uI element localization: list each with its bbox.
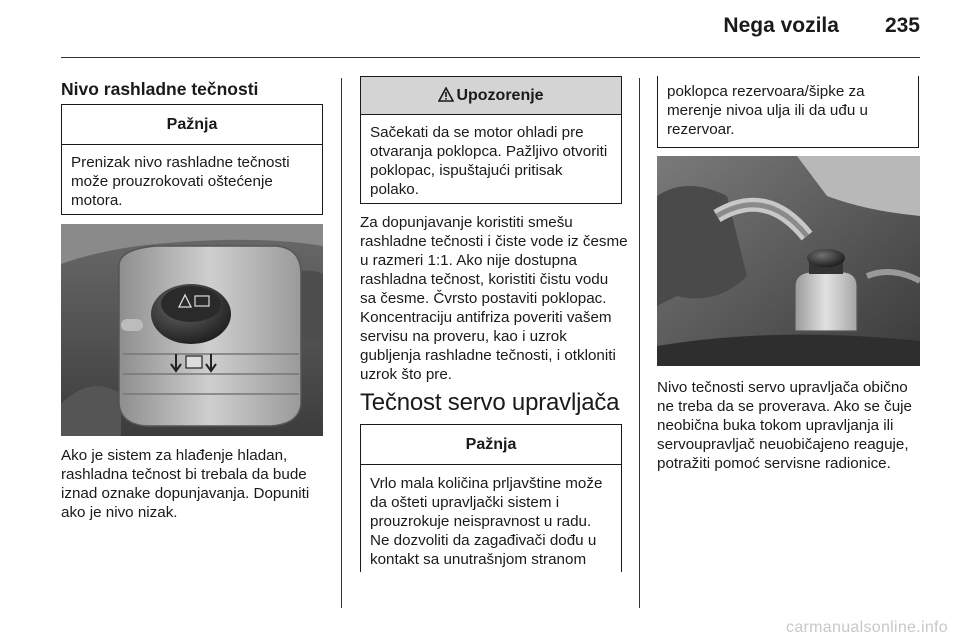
page-header <box>723 14 920 38</box>
coolant-reservoir-photo <box>61 224 323 436</box>
warning-title-bar <box>361 77 621 115</box>
warning-triangle-icon <box>438 87 454 102</box>
power-steering-paragraph: Nivo tečnosti servo upravljača obično ne treba da se proverava. Ako se čuje neobična buka tokom upravljanja ili servoupravljač neuobičajeno reaguje, potražiti pomoć servisne radionice. <box>657 379 912 472</box>
warning-title: Upozorenje <box>456 87 544 104</box>
notice-title: Pažnja <box>62 105 322 145</box>
section-heading: Nivo rashladne tečnosti <box>61 79 259 99</box>
notice-box-continued <box>657 76 919 148</box>
column-divider <box>639 78 640 608</box>
notice-text: Vrlo mala količina prljavštine može da ošteti upravljački sistem i prouzrokuje neispravnost u radu. Ne dozvoliti da zagađivači dođu u kontakt sa unutrašnjom stranom <box>370 475 603 568</box>
column-divider <box>341 78 342 608</box>
section-heading: Tečnost servo upravljača <box>360 389 620 416</box>
warning-text: Sačekati da se motor ohladi pre otvaranja poklopca. Pažljivo otvoriti poklopac, ispuštajući pritisak polako. <box>370 124 608 198</box>
notice-text: poklopca rezervoara/šipke za merenje nivoa ulja ili da uđu u rezervoar. <box>667 83 868 138</box>
notice-box <box>360 424 622 572</box>
watermark: carmanualsonline.info <box>786 619 948 636</box>
power-steering-reservoir-photo <box>657 156 920 366</box>
page-number: 235 <box>884 14 920 37</box>
notice-title: Pažnja <box>361 425 621 465</box>
warning-box <box>360 76 622 204</box>
coolant-refill-paragraph: Za dopunjavanje koristiti smešu rashladne tečnosti i čiste vode iz česme u razmeri 1:1. Ako nije dostupna rashladna tečnost, koristiti čistu vodu sa česme. Čvrsto postaviti poklopac. Koncentraciju antifriza poveriti vašem servisu na proveru, kao i uzrok gubljenja rashladne tečnosti, i otkloniti uzrok što pre. <box>360 214 628 383</box>
notice-box <box>61 104 323 215</box>
header-rule <box>61 57 920 58</box>
notice-text: Prenizak nivo rashladne tečnosti može prouzrokovati oštećenje motora. <box>71 154 290 209</box>
page-title: Nega vozila <box>723 14 839 37</box>
coolant-level-paragraph: Ako je sistem za hlađenje hladan, rashladna tečnost bi trebala da bude iznad oznake dopunjavanja. Dopuniti ako je nivo nizak. <box>61 447 310 521</box>
